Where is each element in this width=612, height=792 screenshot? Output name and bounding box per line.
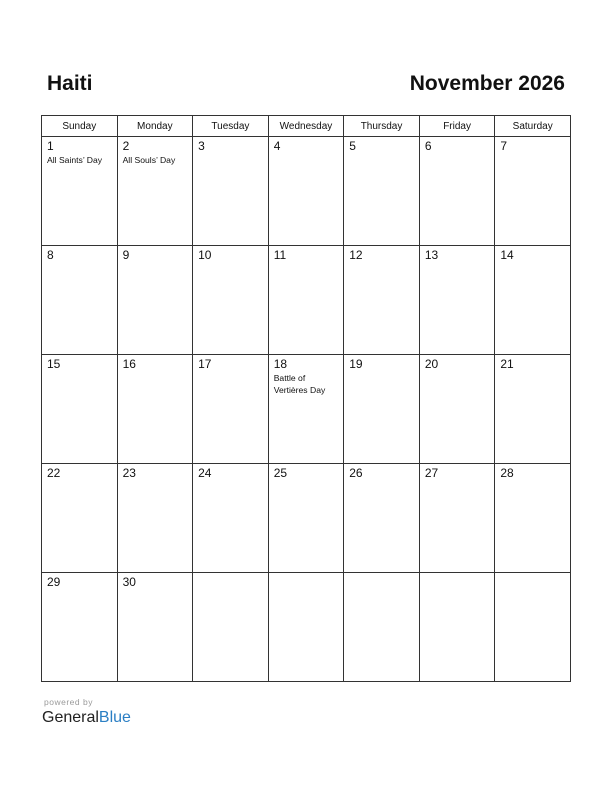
day-cell	[495, 464, 571, 573]
day-cell	[117, 573, 193, 682]
day-cell	[495, 573, 571, 682]
day-cell	[344, 573, 420, 682]
week-row-5	[42, 573, 571, 682]
day-cell	[344, 246, 420, 355]
day-cell	[344, 464, 420, 573]
day-number: 25	[273, 466, 288, 480]
weekday-header-row	[42, 116, 571, 137]
day-cell	[117, 137, 193, 246]
day-number: 12	[349, 248, 363, 262]
day-cell	[419, 355, 495, 464]
day-cell	[42, 573, 118, 682]
weekday-tuesday: Tuesday	[193, 116, 269, 137]
day-number: 22	[47, 466, 61, 480]
day-number: 26	[349, 466, 363, 480]
day-number: 20	[424, 357, 439, 371]
day-cell	[117, 246, 193, 355]
day-number: 2	[122, 139, 130, 153]
month-year-title: November 2026	[409, 72, 565, 95]
day-cell	[268, 573, 344, 682]
day-number: 11	[273, 248, 287, 262]
day-cell	[193, 464, 269, 573]
day-cell	[193, 246, 269, 355]
day-number: 27	[424, 466, 439, 480]
day-cell	[495, 246, 571, 355]
holiday-label: Battle of Vertières Day	[273, 373, 326, 395]
day-number: 24	[198, 466, 212, 480]
day-cell	[193, 573, 269, 682]
week-row-4	[42, 464, 571, 573]
day-cell	[419, 137, 495, 246]
week-row-1	[42, 137, 571, 246]
day-number: 17	[198, 357, 212, 371]
day-number: 28	[500, 466, 514, 480]
day-number: 7	[500, 139, 508, 153]
day-cell	[268, 246, 344, 355]
day-number: 23	[122, 466, 136, 480]
day-cell	[495, 137, 571, 246]
day-number: 8	[47, 248, 54, 262]
weekday-wednesday: Wednesday	[268, 116, 344, 137]
day-number: 13	[424, 248, 439, 262]
weekday-monday: Monday	[117, 116, 193, 137]
country-title: Haiti	[47, 72, 93, 95]
day-number: 29	[47, 575, 61, 589]
holiday-label: All Souls’ Day	[122, 155, 176, 165]
weekday-saturday: Saturday	[495, 116, 571, 137]
day-cell	[42, 137, 118, 246]
day-number: 18	[273, 357, 288, 371]
day-cell	[419, 464, 495, 573]
week-row-2	[42, 246, 571, 355]
day-cell	[344, 137, 420, 246]
day-number: 30	[122, 575, 136, 589]
day-cell	[42, 464, 118, 573]
calendar-grid	[41, 115, 571, 682]
day-number: 15	[47, 357, 61, 371]
day-cell	[42, 246, 118, 355]
day-cell	[193, 355, 269, 464]
day-number: 9	[122, 248, 130, 262]
holiday-label: All Saints’ Day	[47, 155, 103, 165]
day-number: 19	[349, 357, 363, 371]
brand-general-text: General	[42, 709, 99, 726]
generalblue-logo[interactable]	[42, 708, 131, 728]
day-cell	[268, 464, 344, 573]
day-number: 3	[198, 139, 205, 153]
day-number: 5	[349, 139, 356, 153]
weekday-thursday: Thursday	[344, 116, 420, 137]
day-number: 14	[500, 248, 514, 262]
day-number: 21	[500, 357, 514, 371]
day-cell	[117, 464, 193, 573]
day-number: 16	[122, 357, 136, 371]
powered-by-label: powered by	[44, 697, 93, 707]
day-cell	[495, 355, 571, 464]
day-number: 6	[424, 139, 432, 153]
day-cell	[344, 355, 420, 464]
day-cell	[268, 137, 344, 246]
brand-blue-text: Blue	[98, 709, 131, 726]
day-cell	[268, 355, 344, 464]
weekday-sunday: Sunday	[42, 116, 118, 137]
day-number: 10	[198, 248, 212, 262]
day-cell	[42, 355, 118, 464]
day-cell	[419, 573, 495, 682]
day-cell	[419, 246, 495, 355]
day-number: 4	[273, 139, 281, 153]
day-cell	[117, 355, 193, 464]
day-cell	[193, 137, 269, 246]
day-number: 1	[47, 139, 54, 153]
weekday-friday: Friday	[419, 116, 495, 137]
week-row-3	[42, 355, 571, 464]
